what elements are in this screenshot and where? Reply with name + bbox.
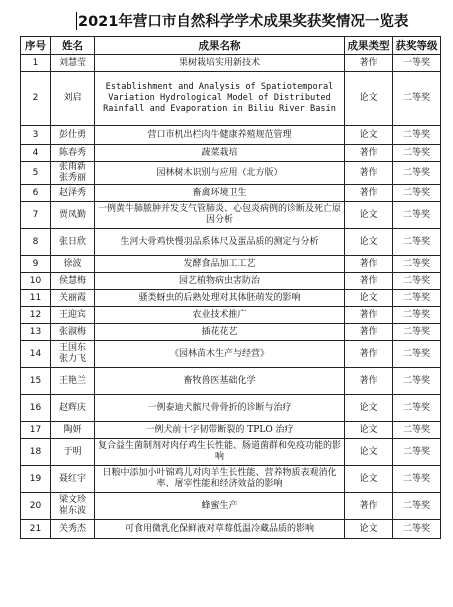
cell-level: 二等奖 — [393, 145, 441, 162]
table-row — [21, 493, 441, 520]
cell-serial: 20 — [21, 493, 51, 520]
table-header-row — [21, 37, 441, 55]
cell-name: 徐波 — [51, 256, 95, 273]
cell-type: 著作 — [345, 324, 393, 341]
cell-type: 著作 — [345, 368, 393, 395]
cell-name: 关丽霞 — [51, 290, 95, 307]
cell-serial: 16 — [21, 395, 51, 422]
cell-level: 二等奖 — [393, 422, 441, 439]
table-row — [21, 72, 441, 126]
cell-achievement: 农业技术推广 — [95, 307, 345, 324]
cell-type: 论文 — [345, 439, 393, 466]
cell-serial: 1 — [21, 55, 51, 72]
table-row — [21, 126, 441, 145]
cell-level: 二等奖 — [393, 466, 441, 493]
cell-level: 二等奖 — [393, 229, 441, 256]
table-row — [21, 185, 441, 202]
table-row — [21, 324, 441, 341]
cell-serial: 2 — [21, 72, 51, 126]
cell-type: 论文 — [345, 229, 393, 256]
cell-type: 论文 — [345, 466, 393, 493]
table-row — [21, 341, 441, 368]
cell-type: 论文 — [345, 126, 393, 145]
table-row — [21, 273, 441, 290]
cell-serial: 3 — [21, 126, 51, 145]
cell-level: 二等奖 — [393, 341, 441, 368]
cell-serial: 9 — [21, 256, 51, 273]
header-serial: 序号 — [21, 37, 51, 55]
cell-level: 二等奖 — [393, 126, 441, 145]
cell-achievement: 骚类蚜虫的后熟处理对其体胚萌发的影响 — [95, 290, 345, 307]
table-row — [21, 439, 441, 466]
cell-name: 聂红宇 — [51, 466, 95, 493]
cell-type: 著作 — [345, 145, 393, 162]
table-row — [21, 256, 441, 273]
cell-name: 张雨新 张秀丽 — [51, 162, 95, 185]
cell-type: 论文 — [345, 520, 393, 539]
cell-name: 陈春秀 — [51, 145, 95, 162]
cell-name: 于明 — [51, 439, 95, 466]
cell-level: 一等奖 — [393, 55, 441, 72]
cell-achievement: 一例泰迪犬髌尺骨骨折的诊断与治疗 — [95, 395, 345, 422]
table-row — [21, 520, 441, 539]
cell-serial: 19 — [21, 466, 51, 493]
cell-name: 王国东 张力飞 — [51, 341, 95, 368]
cell-name: 关秀杰 — [51, 520, 95, 539]
awards-table — [20, 36, 441, 539]
table-row — [21, 307, 441, 324]
header-level: 获奖等级 — [393, 37, 441, 55]
cell-achievement: 插花花艺 — [95, 324, 345, 341]
cell-serial: 7 — [21, 202, 51, 229]
cell-type: 著作 — [345, 185, 393, 202]
cell-achievement: 生河大骨鸡快慢羽品系体尺及蛋品质的测定与分析 — [95, 229, 345, 256]
table-row — [21, 422, 441, 439]
cell-serial: 8 — [21, 229, 51, 256]
table-row — [21, 55, 441, 72]
cell-level: 二等奖 — [393, 368, 441, 395]
cell-serial: 4 — [21, 145, 51, 162]
cell-name: 张淑梅 — [51, 324, 95, 341]
text-cursor — [76, 12, 77, 30]
cell-level: 二等奖 — [393, 395, 441, 422]
cell-achievement: 园艺植物病虫害防治 — [95, 273, 345, 290]
table-row — [21, 202, 441, 229]
cell-serial: 5 — [21, 162, 51, 185]
cell-type: 著作 — [345, 273, 393, 290]
cell-name: 刘慧莹 — [51, 55, 95, 72]
cell-level: 二等奖 — [393, 439, 441, 466]
cell-level: 二等奖 — [393, 520, 441, 539]
cell-achievement: 发酵食品加工工艺 — [95, 256, 345, 273]
cell-achievement: 蔬菜栽培 — [95, 145, 345, 162]
cell-level: 二等奖 — [393, 290, 441, 307]
cell-serial: 15 — [21, 368, 51, 395]
cell-name: 赵辉庆 — [51, 395, 95, 422]
cell-serial: 21 — [21, 520, 51, 539]
cell-serial: 14 — [21, 341, 51, 368]
cell-name: 贾凤勤 — [51, 202, 95, 229]
cell-level: 二等奖 — [393, 202, 441, 229]
cell-type: 论文 — [345, 290, 393, 307]
cell-serial: 12 — [21, 307, 51, 324]
cell-type: 论文 — [345, 202, 393, 229]
page-title: 2021年营口市自然科学学术成果奖获奖情况一览表 — [78, 14, 409, 30]
cell-level: 二等奖 — [393, 72, 441, 126]
table-body — [21, 55, 441, 539]
cell-type: 著作 — [345, 307, 393, 324]
cell-level: 二等奖 — [393, 162, 441, 185]
header-name: 姓名 — [51, 37, 95, 55]
cell-achievement: 园林树木识别与应用（北方版） — [95, 162, 345, 185]
cell-level: 二等奖 — [393, 324, 441, 341]
cell-name: 侯慧梅 — [51, 273, 95, 290]
cell-name: 张日欣 — [51, 229, 95, 256]
cell-achievement: 日粮中添加小叶锦鸡儿对肉羊生长性能、营养物质表观消化率、屠宰性能和经济效益的影响 — [95, 466, 345, 493]
cell-achievement: 畜牧兽医基础化学 — [95, 368, 345, 395]
cell-achievement — [95, 72, 345, 126]
cell-serial: 17 — [21, 422, 51, 439]
cell-type: 论文 — [345, 72, 393, 126]
header-achievement: 成果名称 — [95, 37, 345, 55]
cell-achievement: 《园林苗木生产与经营》 — [95, 341, 345, 368]
cell-type: 论文 — [345, 422, 393, 439]
cell-level: 二等奖 — [393, 185, 441, 202]
cell-achievement: 复合益生菌制剂对肉仔鸡生长性能、肠道菌群和免疫功能的影响 — [95, 439, 345, 466]
table-row — [21, 229, 441, 256]
table-row — [21, 368, 441, 395]
cell-achievement: 一例黄牛肺脓肿并发支气管肺炎、心包炎病例的诊断及死亡原因分析 — [95, 202, 345, 229]
cell-name: 梁文珍 崔东波 — [51, 493, 95, 520]
table-row — [21, 290, 441, 307]
cell-type: 论文 — [345, 395, 393, 422]
achievement-english-text: Establishment and Analysis of Spatiotemporal Variation Hydrological Model of Distributed Rainfall and Evaporation in Biliu River Basin — [103, 82, 336, 114]
cell-name: 王迎宾 — [51, 307, 95, 324]
cell-level: 二等奖 — [393, 307, 441, 324]
cell-achievement: 营口市机出栏肉牛健康养殖规范管理 — [95, 126, 345, 145]
cell-name: 王艳兰 — [51, 368, 95, 395]
cell-serial: 10 — [21, 273, 51, 290]
cell-serial: 13 — [21, 324, 51, 341]
cell-name: 刘启 — [51, 72, 95, 126]
cell-achievement: 一例犬前十字韧带断裂的 TPLO 治疗 — [95, 422, 345, 439]
cell-type: 著作 — [345, 493, 393, 520]
cell-name: 彭仕勇 — [51, 126, 95, 145]
cell-achievement: 可食用微乳化保鲜液对草莓低温冷藏品质的影响 — [95, 520, 345, 539]
cell-level: 二等奖 — [393, 273, 441, 290]
cell-name: 陶妍 — [51, 422, 95, 439]
cell-type: 著作 — [345, 256, 393, 273]
cell-achievement: 畜禽环境卫生 — [95, 185, 345, 202]
table-row — [21, 466, 441, 493]
cell-level: 二等奖 — [393, 493, 441, 520]
cell-type: 著作 — [345, 162, 393, 185]
table-row — [21, 395, 441, 422]
cell-name: 赵泽秀 — [51, 185, 95, 202]
cell-achievement: 蜂蜜生产 — [95, 493, 345, 520]
cell-serial: 11 — [21, 290, 51, 307]
cell-serial: 18 — [21, 439, 51, 466]
table-row — [21, 145, 441, 162]
cell-type: 著作 — [345, 341, 393, 368]
cell-achievement: 果树栽培实用新技术 — [95, 55, 345, 72]
cell-level: 二等奖 — [393, 256, 441, 273]
cell-serial: 6 — [21, 185, 51, 202]
table-row — [21, 162, 441, 185]
header-type: 成果类型 — [345, 37, 393, 55]
cell-type: 著作 — [345, 55, 393, 72]
